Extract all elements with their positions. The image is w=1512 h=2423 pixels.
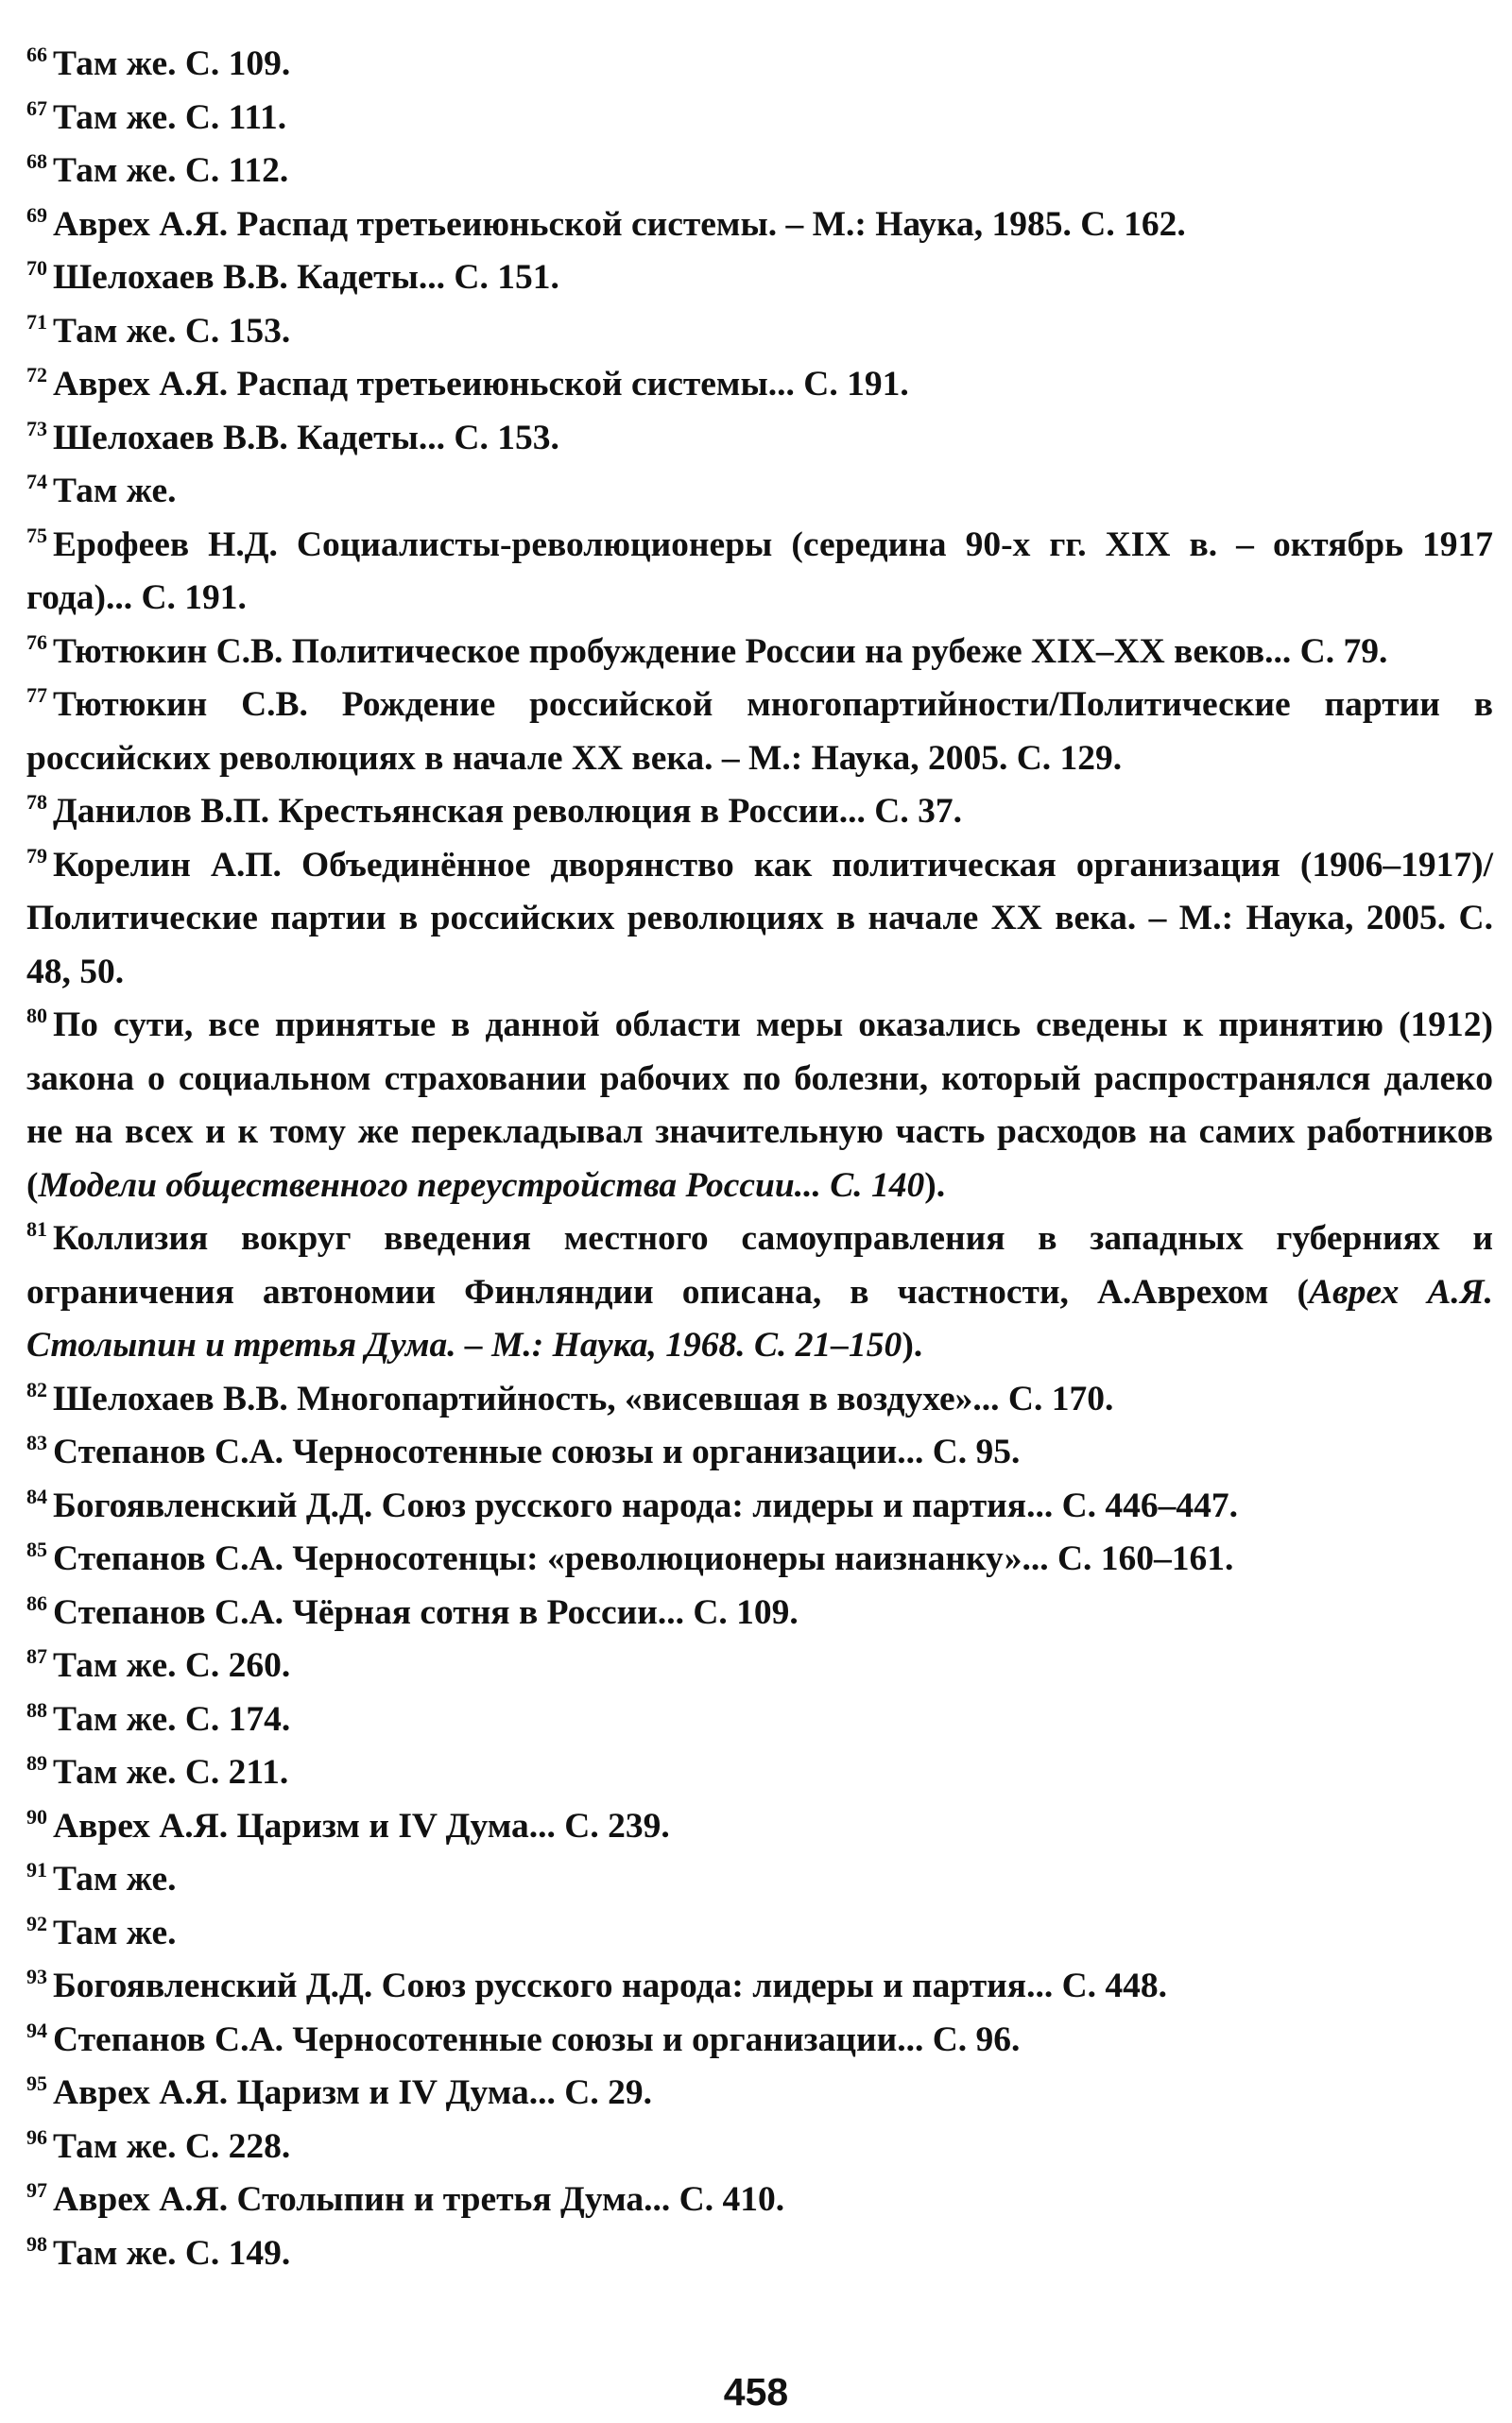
footnote-77 xyxy=(26,679,1493,785)
footnote-number: 67 xyxy=(26,95,47,120)
footnote-number: 72 xyxy=(26,363,47,387)
footnote-citation-italic: Аврех А.Я. Столыпин и третья Дума. – М.: Наука, 1968. С. 21–150 xyxy=(26,1272,1493,1365)
footnote-text: Там же. С. 112. xyxy=(53,151,289,190)
footnote-number: 81 xyxy=(26,1217,47,1241)
footnote-text: Степанов С.А. Чёрная сотня в России... С. 109. xyxy=(53,1592,799,1632)
footnote-76 xyxy=(26,626,1493,679)
footnote-text: ). xyxy=(924,1165,946,1205)
footnote-67 xyxy=(26,92,1493,146)
footnote-text: Аврех А.Я. Царизм и IV Дума... С. 239. xyxy=(53,1806,670,1846)
footnote-number: 88 xyxy=(26,1697,47,1722)
footnote-68 xyxy=(26,145,1493,198)
footnote-90 xyxy=(26,1800,1493,1854)
footnote-text: Там же. С. 111. xyxy=(53,97,287,137)
footnote-number: 89 xyxy=(26,1751,47,1775)
footnote-88 xyxy=(26,1693,1493,1747)
footnote-number: 91 xyxy=(26,1858,47,1882)
footnote-text: Тютюкин С.В. Политическое пробуждение России на рубеже XIX–XX веков... С. 79. xyxy=(53,631,1388,671)
footnote-66 xyxy=(26,38,1493,92)
footnote-71 xyxy=(26,305,1493,359)
footnote-number: 96 xyxy=(26,2124,47,2149)
footnote-82 xyxy=(26,1373,1493,1427)
footnote-70 xyxy=(26,251,1493,305)
footnote-96 xyxy=(26,2121,1493,2174)
footnote-number: 92 xyxy=(26,1911,47,1935)
footnote-text: Там же. С. 153. xyxy=(53,311,291,351)
footnote-text: Степанов С.А. Черносотенные союзы и организации... С. 96. xyxy=(53,2019,1021,2059)
footnote-text: Шелохаев В.В. Кадеты... С. 153. xyxy=(53,418,559,457)
footnote-81 xyxy=(26,1212,1493,1373)
footnote-number: 70 xyxy=(26,256,47,280)
footnote-text: Степанов С.А. Черносотенные союзы и организации... С. 95. xyxy=(53,1433,1021,1471)
footnote-91 xyxy=(26,1853,1493,1907)
footnote-number: 78 xyxy=(26,790,47,814)
footnote-number: 80 xyxy=(26,1004,47,1027)
footnote-74 xyxy=(26,465,1493,519)
footnote-text: Там же. С. 260. xyxy=(53,1646,291,1685)
footnote-text: Богоявленский Д.Д. Союз русского народа: лидеры и партия... С. 446–447. xyxy=(53,1486,1239,1525)
footnote-number: 66 xyxy=(26,43,47,66)
footnote-75 xyxy=(26,519,1493,626)
footnote-text: Тютюкин С.В. Рождение российской многопартийности/Политические партии в российских революциях в начале XX века. – М.: Наука, 2005. С. 129. xyxy=(26,685,1493,778)
footnote-text: Ерофеев Н.Д. Социалисты-революционеры (середина 90-х гг. XIX в. – октябрь 1917 года)... С. 191. xyxy=(26,524,1493,617)
footnote-98 xyxy=(26,2227,1493,2281)
footnote-number: 82 xyxy=(26,1377,47,1401)
footnote-72 xyxy=(26,358,1493,412)
footnote-89 xyxy=(26,1746,1493,1800)
footnote-text: Корелин А.П. Объединённое дворянство как политическая организация (1906–1917)/Политические партии в российских революциях в начале XX века. – М.: Наука, 2005. С. 48, 50. xyxy=(26,845,1493,991)
footnote-text: Шелохаев В.В. Многопартийность, «висевшая в воздухе»... С. 170. xyxy=(53,1379,1114,1418)
footnote-text: Там же. С. 211. xyxy=(53,1753,289,1792)
footnote-73 xyxy=(26,412,1493,466)
footnote-text: Там же. С. 109. xyxy=(53,44,291,83)
footnote-text: Аврех А.Я. Распад третьеиюньской системы. – М.: Наука, 1985. С. 162. xyxy=(53,204,1186,244)
footnote-69 xyxy=(26,198,1493,252)
footnote-79 xyxy=(26,839,1493,1000)
footnote-number: 87 xyxy=(26,1644,47,1668)
page-number: 458 xyxy=(723,2370,789,2414)
footnote-text: Аврех А.Я. Распад третьеиюньской системы... С. 191. xyxy=(53,365,909,404)
footnote-94 xyxy=(26,2014,1493,2068)
footnote-number: 69 xyxy=(26,202,47,227)
footnote-text: Шелохаев В.В. Кадеты... С. 151. xyxy=(53,258,559,297)
footnote-78 xyxy=(26,785,1493,839)
footnote-83 xyxy=(26,1426,1493,1480)
footnote-number: 97 xyxy=(26,2178,47,2202)
footnote-number: 90 xyxy=(26,1804,47,1829)
footnote-92 xyxy=(26,1907,1493,1961)
footnote-number: 75 xyxy=(26,523,47,547)
footnote-86 xyxy=(26,1587,1493,1641)
footnote-text: Аврех А.Я. Столыпин и третья Дума... С. 410. xyxy=(53,2180,785,2219)
footnote-85 xyxy=(26,1533,1493,1587)
footnote-95 xyxy=(26,2067,1493,2121)
footnote-number: 98 xyxy=(26,2231,47,2256)
footnote-text: Там же. С. 228. xyxy=(53,2126,291,2166)
footnote-text: Степанов С.А. Черносотенцы: «революционеры наизнанку»... С. 160–161. xyxy=(53,1539,1234,1578)
footnote-number: 83 xyxy=(26,1431,47,1454)
footnote-number: 84 xyxy=(26,1484,47,1508)
footnote-97 xyxy=(26,2174,1493,2227)
footnote-number: 73 xyxy=(26,416,47,440)
footnote-text: Там же. С. 174. xyxy=(53,1699,291,1739)
footnote-number: 68 xyxy=(26,149,47,173)
footnote-number: 77 xyxy=(26,683,47,707)
footnote-number: 79 xyxy=(26,843,47,868)
footnote-number: 76 xyxy=(26,629,47,654)
footnote-text: Богоявленский Д.Д. Союз русского народа: лидеры и партия... С. 448. xyxy=(53,1967,1168,2005)
footnote-text: Там же. xyxy=(53,472,177,510)
footnote-text: Коллизия вокруг введения местного самоуправления в западных губерниях и ограничения автономии Финляндии описана, в частности, А.Аврехом ( xyxy=(26,1219,1493,1312)
footnote-number: 85 xyxy=(26,1538,47,1561)
footnotes-list xyxy=(26,38,1493,2280)
footnote-number: 74 xyxy=(26,470,47,493)
footnote-text: Там же. xyxy=(53,1913,177,1952)
footnote-text: ). xyxy=(902,1326,923,1365)
footnote-87 xyxy=(26,1640,1493,1693)
footnote-text: По сути, все принятые в данной области меры оказались сведены к принятию (1912) закона о социальном страховании рабочих по болезни, который распространялся далеко не на всех и к тому же перекладывал значительную часть расходов на самих работников ( xyxy=(26,1005,1493,1205)
footnote-number: 86 xyxy=(26,1590,47,1615)
footnote-text: Там же. xyxy=(53,1860,177,1899)
footnote-number: 93 xyxy=(26,1965,47,1988)
footnote-84 xyxy=(26,1480,1493,1534)
footnote-80 xyxy=(26,999,1493,1212)
footnote-number: 95 xyxy=(26,2071,47,2095)
footnote-citation-italic: Модели общественного переустройства России... С. 140 xyxy=(38,1165,925,1205)
footnote-number: 94 xyxy=(26,2018,47,2042)
footnote-number: 71 xyxy=(26,309,47,334)
footnote-text: Там же. С. 149. xyxy=(53,2233,291,2273)
footnote-text: Аврех А.Я. Царизм и IV Дума... С. 29. xyxy=(53,2073,652,2112)
footnote-text: Данилов В.П. Крестьянская революция в России... С. 37. xyxy=(53,792,962,831)
footnote-93 xyxy=(26,1960,1493,2014)
